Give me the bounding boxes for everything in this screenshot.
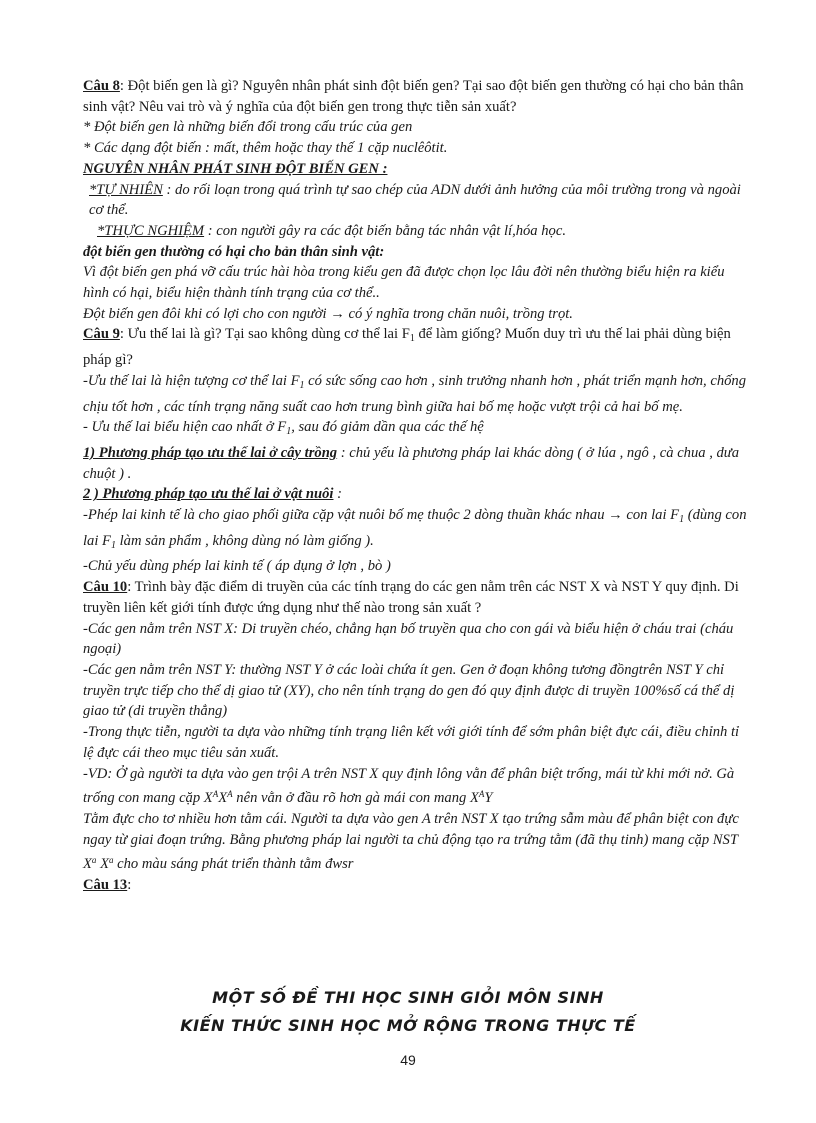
arrow-icon: → xyxy=(608,507,623,524)
q10-label: Câu 10 xyxy=(83,579,128,596)
q10-practice: -Trong thực tiễn, người ta dựa vào những tính trạng liên kết với giới tính để sớm phân biệt đực cái, điều chỉnh tỉ lệ đực cái theo mục tiêu sản xuất. xyxy=(83,724,740,761)
q8-harm-text: Vì đột biến gen phá vỡ cấu trúc hài hòa trong kiểu gen đã được chọn lọc lâu đời nên thường biểu hiện ra kiểu hình có hại, biểu hiện thành tính trạng của cơ thể.. xyxy=(83,264,725,302)
q10-y-genes: -Các gen nằm trên NST Y: thường NST Y ở các loài chứa ít gen. Gen ở đoạn không tương đồngtrên NST Y chỉ truyền trực tiếp cho thể dị giao tử (XY), cho nên tính trạng do gen đó quy định được di truyền 100%số cá thể dị giao tử (di truyền thẳng) xyxy=(83,661,735,720)
q8-causes-heading: NGUYÊN NHÂN PHÁT SINH ĐỘT BIẾN GEN : xyxy=(83,160,388,177)
q9-definition: -Ưu thế lai là hiện tượng cơ thể lai $F_1$ có sức sống cao hơn , sinh trưởng nhanh hơn , phát triển mạnh hơn, chống chịu tốt hơn , các tính trạng năng suất cao hơn trung bình giữa hai bố mẹ hoặc vượt trội cả hai bố mẹ. xyxy=(83,372,747,415)
footer-title-line-1: MỘT SỐ ĐỀ THI HỌC SINH GIỎI MÔN SINH xyxy=(212,988,604,1007)
q8-types: * Các dạng đột biến : mất, thêm hoặc thay thế 1 cặp nuclêôtit. xyxy=(83,140,448,157)
footer-title xyxy=(0,984,816,1040)
q10-example-silkworm: Tằm đực cho tơ nhiều hơn tằm cái. Người ta dựa vào gen A trên NST X tạo trứng sẫm màu để phân biệt con đực ngay từ giai đoạn trứng. Bằng phương pháp lai người ta chủ động tạo ra trứng tằm (đã thụ tinh) mang cặp NST $X^a$ $X^a$ cho màu sáng phát triển thành tằm đwsr xyxy=(83,810,739,873)
q9-economic-cross: -Phép lai kinh tế là cho giao phối giữa cặp vật nuôi bố mẹ thuộc 2 dòng thuần khác nhau → con lai $F_1$ (dùng con lai $F_1$ làm sản phẩm , không dùng nó làm giống ). xyxy=(83,507,747,551)
q9-peak: - Ưu thế lai biểu hiện cao nhất ở $F_1$, sau đó giảm dần qua các thế hệ xyxy=(83,419,484,438)
q8-benefit-text: Đột biến gen đôi khi có lợi cho con người → có ý nghĩa trong chăn nuôi, trồng trọt. xyxy=(83,305,573,322)
q8-question: Câu 8: Đột biến gen là gì? Nguyên nhân phát sinh đột biến gen? Tại sao đột biến gen thường có hại cho bản thân sinh vật? Nêu vai trò và ý nghĩa của đột biến gen trong thực tiễn sản xuất? xyxy=(83,78,744,115)
document-body xyxy=(83,76,748,896)
arrow-icon: → xyxy=(330,305,345,322)
q10-question: Câu 10: Trình bày đặc điểm di truyền của các tính trạng do các gen nằm trên các NST X và NST Y quy định. Di truyền liên kết giới tính được ứng dụng như thế nào trong sản xuất ? xyxy=(83,579,739,616)
q9-economic-use: -Chủ yếu dùng phép lai kinh tế ( áp dụng ở lợn , bò ) xyxy=(83,558,391,575)
q8-label: Câu 8 xyxy=(83,78,120,94)
q10-example-chicken: -VD: Ở gà người ta dựa vào gen trội A trên NST X quy định lông vằn để phân biệt trống, mái từ khi mới nở. Gà trống con mang cặp $X^AX^A$ nên vằn ở đầu rõ hơn gà mái con mang $X^AY$ xyxy=(83,765,735,807)
q8-definition: * Đột biến gen là những biến đổi trong cấu trúc của gen xyxy=(83,119,413,136)
q8-natural-cause: *TỰ NHIÊN : do rối loạn trong quá trình tự sao chép của ADN dưới ảnh hưởng của môi trường trong và ngoài cơ thể. xyxy=(89,181,741,219)
q9-method-plants: 1) Phương pháp tạo ưu thế lai ở cây trồng : chủ yếu là phương pháp lai khác dòng ( ở lúa , ngô , cà chua , dưa chuột ) . xyxy=(83,444,740,482)
q13-question: Câu 13: xyxy=(83,877,132,894)
q8-harm-heading: đột biến gen thường có hại cho bản thân sinh vật: xyxy=(83,243,385,260)
q10-x-genes: -Các gen nằm trên NST X: Di truyền chéo, chẳng hạn bố truyền qua cho con gái và biểu hiện ở cháu trai (cháu ngoại) xyxy=(83,620,734,658)
q9-method-animals-heading: 2 ) Phương pháp tạo ưu thế lai ở vật nuôi : xyxy=(83,486,342,503)
page-number: 49 xyxy=(400,1052,416,1068)
q8-experimental-cause: *THỰC NGHIỆM : con người gây ra các đột biến bằng tác nhân vật lí,hóa học. xyxy=(97,222,566,239)
q9-question: Câu 9: Ưu thế lai là gì? Tại sao không dùng cơ thể lai $F_1$ để làm giống? Muốn duy trì ưu thế lai phải dùng biện pháp gì? xyxy=(83,326,731,369)
q9-label: Câu 9 xyxy=(83,326,120,343)
q13-label: Câu 13 xyxy=(83,877,128,894)
footer-title-line-2: KIẾN THỨC SINH HỌC MỞ RỘNG TRONG THỰC TẾ xyxy=(180,1016,636,1035)
